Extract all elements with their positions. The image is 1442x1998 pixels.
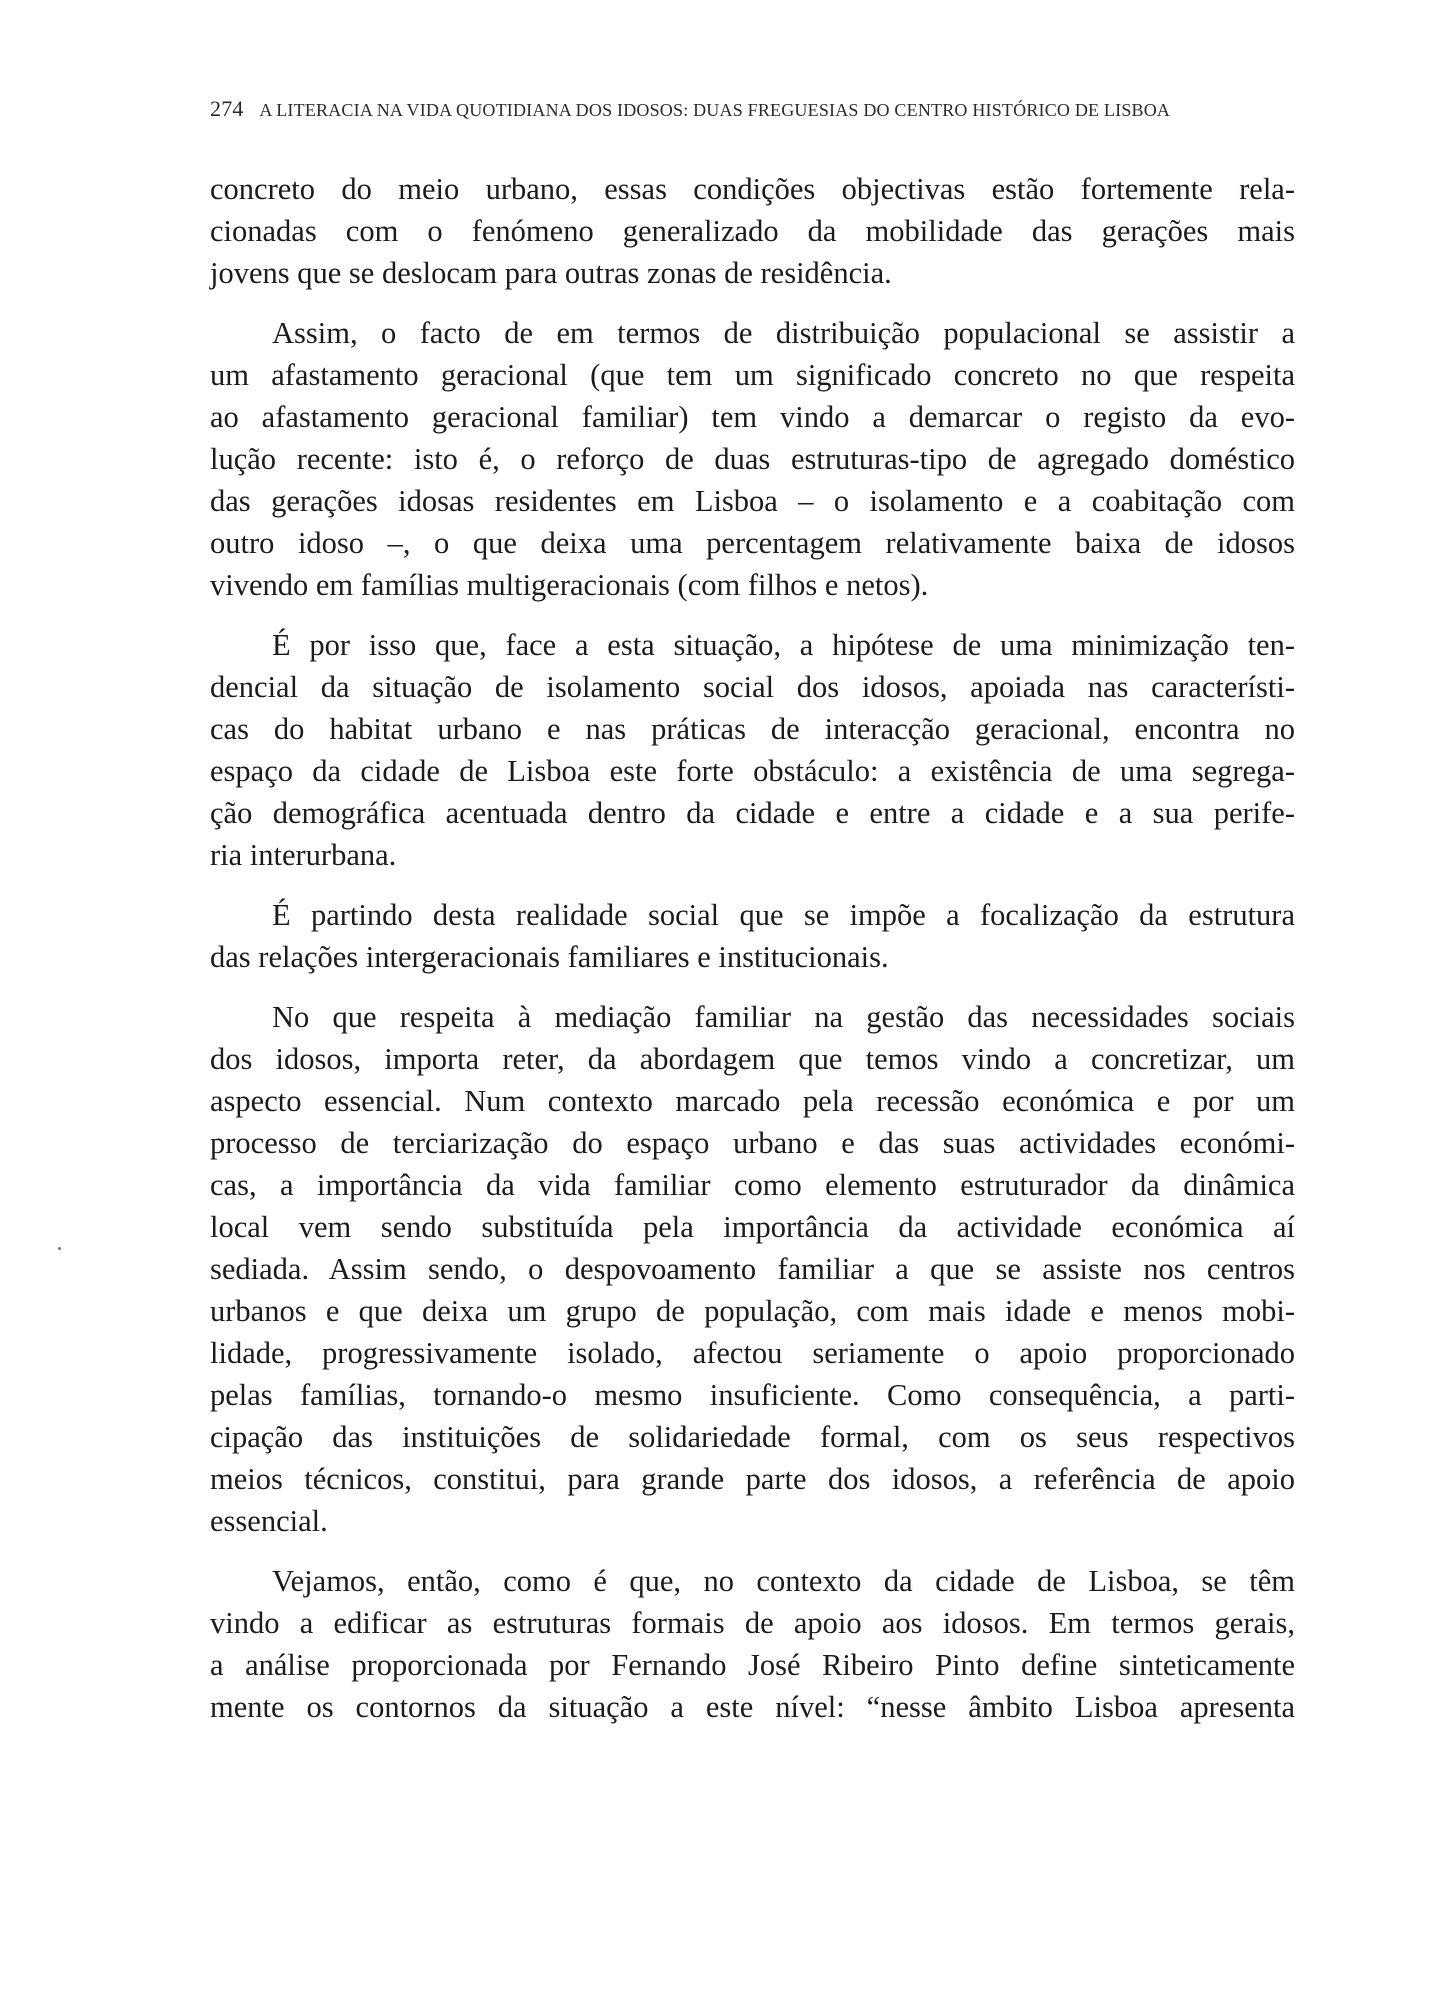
paragraph: [210, 168, 1295, 294]
text-line: mente os contornos da situação a este nível: “nesse âmbito Lisboa apresenta: [210, 1690, 1295, 1724]
body-text: [210, 168, 1295, 1728]
text-line: ção demográfica acentuada dentro da cidade e entre a cidade e a sua perife-: [210, 796, 1295, 830]
text-line: cionadas com o fenómeno generalizado da mobilidade das gerações mais: [210, 214, 1295, 248]
paragraph: [210, 894, 1295, 978]
text-line: cas, a importância da vida familiar como elemento estruturador da dinâmica: [210, 1168, 1295, 1202]
text-line: dos idosos, importa reter, da abordagem que temos vindo a concretizar, um: [210, 1042, 1295, 1076]
page-number: 274: [210, 96, 244, 121]
text-line: É partindo desta realidade social que se impõe a focalização da estrutura: [272, 898, 1295, 932]
text-line: ao afastamento geracional familiar) tem vindo a demarcar o registo da evo-: [210, 400, 1295, 434]
text-line: meios técnicos, constitui, para grande parte dos idosos, a referência de apoio: [210, 1462, 1295, 1496]
paragraph: [210, 996, 1295, 1542]
paragraph: [210, 312, 1295, 606]
text-line: das gerações idosas residentes em Lisboa – o isolamento e a coabitação com: [210, 484, 1295, 518]
text-line: concreto do meio urbano, essas condições objectivas estão fortemente rela-: [210, 172, 1295, 206]
paragraph: [210, 624, 1295, 876]
text-line: cipação das instituições de solidariedade formal, com os seus respectivos: [210, 1420, 1295, 1454]
paragraph: [210, 1560, 1295, 1728]
text-line: um afastamento geracional (que tem um significado concreto no que respeita: [210, 358, 1295, 392]
text-line: espaço da cidade de Lisboa este forte obstáculo: a existência de uma segrega-: [210, 754, 1295, 788]
text-line: dencial da situação de isolamento social dos idosos, apoiada nas característi-: [210, 670, 1295, 704]
text-line: essencial.: [210, 1504, 328, 1538]
margin-speck: [58, 1247, 61, 1250]
text-line: vindo a edificar as estruturas formais de apoio aos idosos. Em termos gerais,: [210, 1606, 1295, 1640]
text-line: lidade, progressivamente isolado, afectou seriamente o apoio proporcionado: [210, 1336, 1295, 1370]
text-line: cas do habitat urbano e nas práticas de interacção geracional, encontra no: [210, 712, 1295, 746]
text-line: das relações intergeracionais familiares e institucionais.: [210, 940, 889, 974]
text-line: aspecto essencial. Num contexto marcado pela recessão económica e por um: [210, 1084, 1295, 1118]
running-header-title: A LITERACIA NA VIDA QUOTIDIANA DOS IDOSOS: DUAS FREGUESIAS DO CENTRO HISTÓRICO DE LISBOA: [259, 100, 1171, 120]
text-line: processo de terciarização do espaço urbano e das suas actividades económi-: [210, 1126, 1295, 1160]
text-line: lução recente: isto é, o reforço de duas estruturas-tipo de agregado doméstico: [210, 442, 1295, 476]
text-line: urbanos e que deixa um grupo de população, com mais idade e menos mobi-: [210, 1294, 1295, 1328]
text-line: No que respeita à mediação familiar na gestão das necessidades sociais: [272, 1000, 1295, 1034]
text-line: Assim, o facto de em termos de distribuição populacional se assistir a: [272, 316, 1295, 350]
text-line: local vem sendo substituída pela importância da actividade económica aí: [210, 1210, 1295, 1244]
text-line: jovens que se deslocam para outras zonas de residência.: [210, 256, 892, 290]
text-line: É por isso que, face a esta situação, a hipótese de uma minimização ten-: [272, 628, 1295, 662]
text-line: outro idoso –, o que deixa uma percentagem relativamente baixa de idosos: [210, 526, 1295, 560]
text-line: Vejamos, então, como é que, no contexto da cidade de Lisboa, se têm: [272, 1564, 1295, 1598]
text-line: pelas famílias, tornando-o mesmo insuficiente. Como consequência, a parti-: [210, 1378, 1295, 1412]
running-header: [210, 96, 1310, 122]
text-line: a análise proporcionada por Fernando José Ribeiro Pinto define sinteticamente: [210, 1648, 1295, 1682]
text-line: vivendo em famílias multigeracionais (com filhos e netos).: [210, 568, 929, 602]
text-line: sediada. Assim sendo, o despovoamento familiar a que se assiste nos centros: [210, 1252, 1295, 1286]
text-line: ria interurbana.: [210, 838, 397, 872]
